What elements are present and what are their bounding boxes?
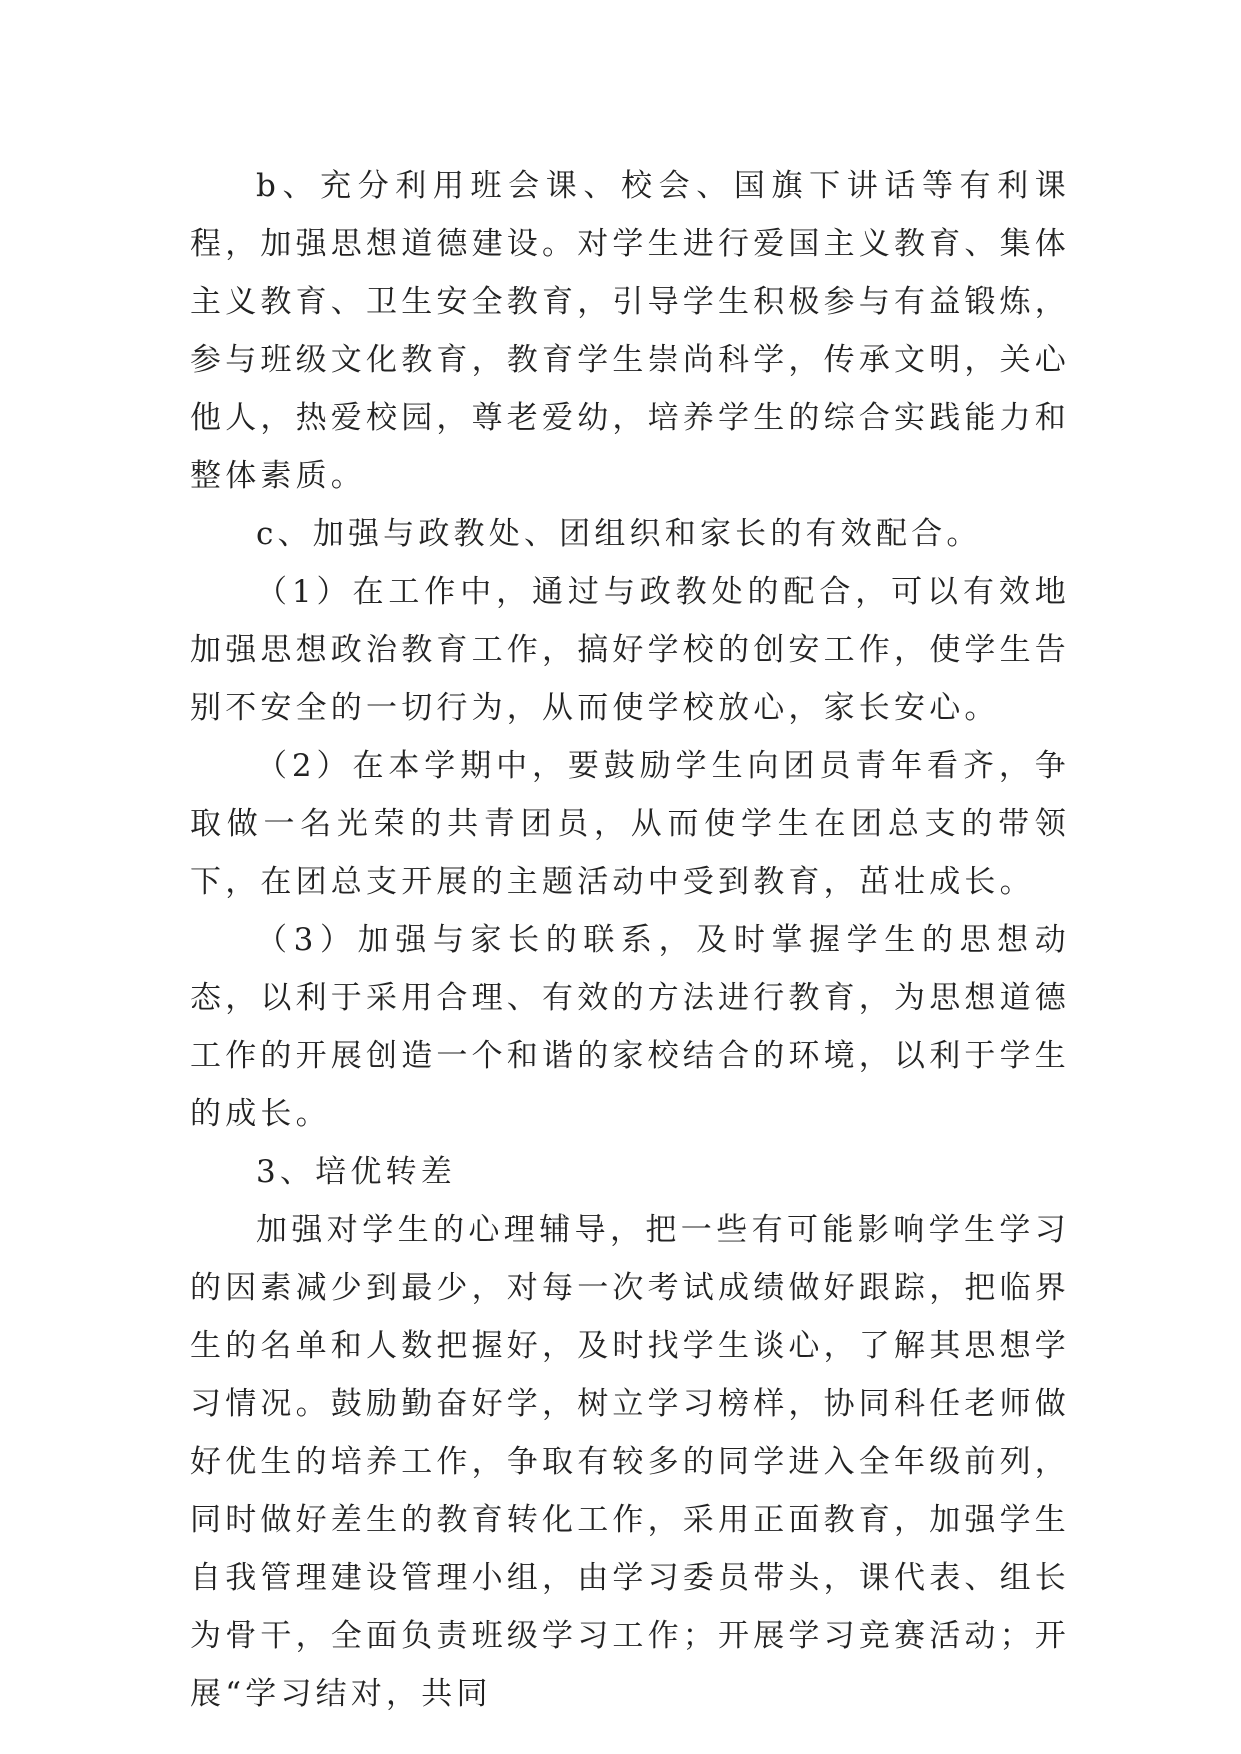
- paragraph-2-youth-league: （2）在本学期中，要鼓励学生向团员青年看齐，争取做一名光荣的共青团员，从而使学生在团总支的带领下，在团总支开展的主题活动中受到教育，茁壮成长。: [190, 748, 1070, 900]
- section-heading-3: 3、培优转差: [256, 1154, 456, 1190]
- document-body: [190, 157, 1070, 1723]
- paragraph-tutoring: 加强对学生的心理辅导，把一些有可能影响学生学习的因素减少到最少，对每一次考试成绩做好跟踪，把临界生的名单和人数把握好，及时找学生谈心，了解其思想学习情况。鼓励勤奋好学，树立学习榜样，协同科任老师做好优生的培养工作，争取有较多的同学进入全年级前列，同时做好差生的教育转化工作，采用正面教育，加强学生自我管理建设管理小组，由学习委员带头，课代表、组长为骨干，全面负责班级学习工作；开展学习竞赛活动；开展“学习结对，共同: [190, 1212, 1070, 1712]
- paragraph-1-political-office: （1）在工作中，通过与政教处的配合，可以有效地加强思想政治教育工作，搞好学校的创安工作，使学生告别不安全的一切行为，从而使学校放心，家长安心。: [190, 574, 1070, 726]
- paragraph-b-moral-education: b、充分利用班会课、校会、国旗下讲话等有利课程，加强思想道德建设。对学生进行爱国主义教育、集体主义教育、卫生安全教育，引导学生积极参与有益锻炼，参与班级文化教育，教育学生崇尚科学，传承文明，关心他人，热爱校园，尊老爱幼，培养学生的综合实践能力和整体素质。: [190, 168, 1070, 494]
- paragraph-3-parents: （3）加强与家长的联系，及时掌握学生的思想动态，以利于采用合理、有效的方法进行教育，为思想道德工作的开展创造一个和谐的家校结合的环境，以利于学生的成长。: [190, 922, 1070, 1132]
- paragraph-c-cooperation: c、加强与政教处、团组织和家长的有效配合。: [256, 516, 982, 552]
